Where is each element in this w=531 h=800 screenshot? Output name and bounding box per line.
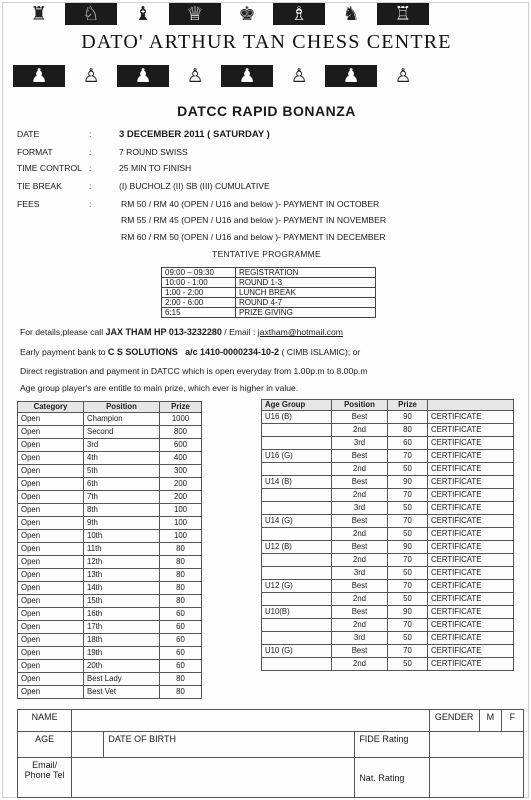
- age-position-cell: 2nd: [332, 424, 388, 437]
- programme-item: ROUND 4-7: [236, 298, 376, 308]
- col-age-group: Age Group: [262, 400, 332, 411]
- open-prize-row: [18, 426, 202, 439]
- position-cell: 9th: [84, 517, 160, 530]
- prize-cell: 200: [160, 478, 202, 491]
- age-group-note: Age group player's are entitle to main prize, which ever is higher in value.: [20, 383, 299, 393]
- tie-break-value: (I) BUCHOLZ (II) SB (III) CUMULATIVE: [119, 181, 270, 191]
- position-cell: 17th: [84, 621, 160, 634]
- programme-item: PRIZE GIVING: [236, 308, 376, 318]
- category-cell: Open: [18, 569, 84, 582]
- category-cell: Open: [18, 582, 84, 595]
- category-cell: Open: [18, 660, 84, 673]
- category-cell: Open: [18, 595, 84, 608]
- fee-november: RM 55 / RM 45 (OPEN / U16 and below )- PAYMENT IN NOVEMBER: [121, 215, 387, 225]
- open-prize-row: [18, 465, 202, 478]
- position-cell: 15th: [84, 595, 160, 608]
- chess-pieces-banner-top: [13, 3, 429, 25]
- age-field[interactable]: [72, 732, 104, 758]
- fide-rating-field[interactable]: [429, 732, 523, 758]
- category-cell: Open: [18, 608, 84, 621]
- pawn-icon: ♙: [82, 64, 100, 87]
- prize-cell: 60: [160, 660, 202, 673]
- programme-time: 09:00 – 09:30: [162, 268, 236, 278]
- category-cell: Open: [18, 517, 84, 530]
- open-prize-row: [18, 452, 202, 465]
- age-prize-cell: 70: [388, 619, 428, 632]
- col-award: [428, 400, 514, 411]
- bishop-icon: ♝: [134, 2, 152, 25]
- prize-cell: 80: [160, 686, 202, 699]
- age-prize-row: [262, 632, 514, 645]
- tie-break-colon: :: [89, 181, 92, 191]
- category-cell: Open: [18, 556, 84, 569]
- knight-icon: ♞: [342, 2, 360, 25]
- bank-ac-label: a/c: [185, 347, 198, 357]
- position-cell: Second: [84, 426, 160, 439]
- contact-name-phone: JAX THAM HP 013-3232280: [105, 327, 222, 337]
- age-prize-cell: 60: [388, 437, 428, 450]
- prize-cell: 80: [160, 556, 202, 569]
- fees-row: [17, 199, 119, 209]
- age-prize-header: [262, 400, 514, 411]
- programme-row: [162, 288, 376, 298]
- open-prize-row: [18, 673, 202, 686]
- age-group-cell: [262, 632, 332, 645]
- fide-label: FIDE Rating: [355, 732, 429, 758]
- age-prize-row: [262, 489, 514, 502]
- pawn-icon: ♙: [394, 64, 412, 87]
- age-position-cell: 3rd: [332, 437, 388, 450]
- age-prize-row: [262, 528, 514, 541]
- age-prize-row: [262, 554, 514, 567]
- nat-rating-field[interactable]: [429, 758, 523, 798]
- age-prize-row: [262, 411, 514, 424]
- age-position-cell: 3rd: [332, 632, 388, 645]
- age-position-cell: Best: [332, 476, 388, 489]
- age-position-cell: 2nd: [332, 528, 388, 541]
- age-position-cell: 2nd: [332, 463, 388, 476]
- award-cell: CERTIFICATE: [428, 658, 514, 671]
- age-prize-cell: 70: [388, 450, 428, 463]
- age-prize-row: [262, 619, 514, 632]
- fee-october: RM 50 / RM 40 (OPEN / U16 and below )- PAYMENT IN OCTOBER: [121, 199, 380, 209]
- open-prize-header: [18, 402, 202, 413]
- position-cell: Best Lady: [84, 673, 160, 686]
- age-position-cell: 2nd: [332, 489, 388, 502]
- age-prize-row: [262, 567, 514, 580]
- age-position-cell: Best: [332, 411, 388, 424]
- name-label: NAME: [18, 710, 72, 732]
- open-prize-row: [18, 686, 202, 699]
- email-phone-label: Email/ Phone Tel: [18, 758, 72, 798]
- age-prize-cell: 50: [388, 658, 428, 671]
- registration-form: [17, 709, 524, 798]
- programme-row: [162, 308, 376, 318]
- age-position-cell: 2nd: [332, 554, 388, 567]
- position-cell: 3rd: [84, 439, 160, 452]
- prize-cell: 60: [160, 621, 202, 634]
- age-position-cell: 2nd: [332, 658, 388, 671]
- award-cell: CERTIFICATE: [428, 450, 514, 463]
- age-prize-cell: 70: [388, 515, 428, 528]
- award-cell: CERTIFICATE: [428, 437, 514, 450]
- prize-cell: 80: [160, 569, 202, 582]
- award-cell: CERTIFICATE: [428, 619, 514, 632]
- age-prize-row: [262, 463, 514, 476]
- prize-cell: 60: [160, 647, 202, 660]
- pawn-icon: ♟: [117, 65, 169, 87]
- age-prize-row: [262, 515, 514, 528]
- category-cell: Open: [18, 491, 84, 504]
- open-prize-table: [17, 401, 202, 699]
- age-position-cell: 2nd: [332, 619, 388, 632]
- age-group-prize-table: [261, 399, 514, 671]
- category-cell: Open: [18, 647, 84, 660]
- bank-prefix: Early payment bank to: [20, 347, 108, 357]
- age-group-cell: U12 (G): [262, 580, 332, 593]
- age-group-cell: [262, 424, 332, 437]
- category-cell: Open: [18, 621, 84, 634]
- age-prize-row: [262, 450, 514, 463]
- award-cell: CERTIFICATE: [428, 645, 514, 658]
- category-cell: Open: [18, 426, 84, 439]
- position-cell: 14th: [84, 582, 160, 595]
- age-position-cell: 3rd: [332, 502, 388, 515]
- age-prize-cell: 70: [388, 489, 428, 502]
- age-group-cell: U14 (B): [262, 476, 332, 489]
- age-prize-row: [262, 424, 514, 437]
- age-group-cell: U10 (G): [262, 645, 332, 658]
- tie-break-row: [17, 181, 270, 191]
- position-cell: 6th: [84, 478, 160, 491]
- email-phone-field[interactable]: [72, 758, 355, 798]
- programme-time: 10:00 - 1:00: [162, 278, 236, 288]
- programme-item: ROUND 1-3: [236, 278, 376, 288]
- age-prize-cell: 80: [388, 424, 428, 437]
- age-group-cell: [262, 658, 332, 671]
- age-group-cell: [262, 528, 332, 541]
- category-cell: Open: [18, 634, 84, 647]
- position-cell: 10th: [84, 530, 160, 543]
- format-value: 7 ROUND SWISS: [119, 147, 188, 157]
- award-cell: CERTIFICATE: [428, 554, 514, 567]
- award-cell: CERTIFICATE: [428, 463, 514, 476]
- col-prize: Prize: [160, 402, 202, 413]
- award-cell: CERTIFICATE: [428, 593, 514, 606]
- knight-icon: ♘: [65, 3, 117, 25]
- age-prize-cell: 90: [388, 541, 428, 554]
- bank-account: 1410-0000234-10-2: [200, 347, 280, 357]
- age-group-cell: [262, 463, 332, 476]
- pawn-icon: ♟: [13, 65, 65, 87]
- age-prize-cell: 70: [388, 645, 428, 658]
- open-prize-row: [18, 413, 202, 426]
- age-position-cell: Best: [332, 580, 388, 593]
- age-prize-row: [262, 658, 514, 671]
- age-prize-cell: 50: [388, 632, 428, 645]
- age-position-cell: 2nd: [332, 593, 388, 606]
- award-cell: CERTIFICATE: [428, 632, 514, 645]
- open-prize-row: [18, 556, 202, 569]
- open-prize-row: [18, 608, 202, 621]
- date-value: 3 DECEMBER 2011 ( SATURDAY ): [119, 129, 270, 140]
- name-field[interactable]: [72, 710, 429, 732]
- prize-cell: 100: [160, 530, 202, 543]
- open-prize-row: [18, 504, 202, 517]
- award-cell: CERTIFICATE: [428, 411, 514, 424]
- programme-heading: TENTATIVE PROGRAMME: [212, 249, 321, 259]
- award-cell: CERTIFICATE: [428, 606, 514, 619]
- age-prize-row: [262, 541, 514, 554]
- dob-field[interactable]: [104, 732, 355, 758]
- position-cell: 19th: [84, 647, 160, 660]
- centre-name: DATO' ARTHUR TAN CHESS CENTRE: [81, 31, 452, 53]
- award-cell: CERTIFICATE: [428, 528, 514, 541]
- prize-cell: 100: [160, 517, 202, 530]
- age-prize-cell: 50: [388, 502, 428, 515]
- position-cell: 18th: [84, 634, 160, 647]
- open-prize-row: [18, 660, 202, 673]
- category-cell: Open: [18, 530, 84, 543]
- open-prize-row: [18, 595, 202, 608]
- age-position-cell: Best: [332, 606, 388, 619]
- age-group-cell: U10(B): [262, 606, 332, 619]
- age-prize-cell: 50: [388, 528, 428, 541]
- position-cell: 5th: [84, 465, 160, 478]
- chess-pawns-banner: [13, 65, 429, 87]
- age-position-cell: Best: [332, 515, 388, 528]
- date-colon: :: [89, 129, 92, 139]
- bishop-icon: ♗: [273, 3, 325, 25]
- category-cell: Open: [18, 673, 84, 686]
- age-prize-cell: 50: [388, 463, 428, 476]
- position-cell: 4th: [84, 452, 160, 465]
- age-label: AGE: [18, 732, 72, 758]
- position-cell: 8th: [84, 504, 160, 517]
- award-cell: CERTIFICATE: [428, 502, 514, 515]
- category-cell: Open: [18, 504, 84, 517]
- open-prize-row: [18, 569, 202, 582]
- age-prize-cell: 90: [388, 411, 428, 424]
- position-cell: Champion: [84, 413, 160, 426]
- prize-cell: 80: [160, 595, 202, 608]
- pawn-icon: ♟: [325, 65, 377, 87]
- open-prize-row: [18, 517, 202, 530]
- award-cell: CERTIFICATE: [428, 515, 514, 528]
- prize-cell: 1000: [160, 413, 202, 426]
- category-cell: Open: [18, 413, 84, 426]
- prize-cell: 600: [160, 439, 202, 452]
- age-prize-cell: 90: [388, 476, 428, 489]
- fees-label: FEES: [17, 199, 40, 209]
- prize-cell: 60: [160, 608, 202, 621]
- position-cell: 16th: [84, 608, 160, 621]
- pawn-icon: ♟: [221, 65, 273, 87]
- position-cell: 7th: [84, 491, 160, 504]
- award-cell: CERTIFICATE: [428, 580, 514, 593]
- tie-break-label: TIE BREAK: [17, 181, 62, 191]
- age-prize-row: [262, 437, 514, 450]
- direct-registration: Direct registration and payment in DATCC which is open everyday from 1.00p.m to 8.00p.m: [20, 366, 368, 376]
- prize-cell: 300: [160, 465, 202, 478]
- age-prize-cell: 50: [388, 593, 428, 606]
- fee-december: RM 60 / RM 50 (OPEN / U16 and below )- PAYMENT IN DECEMBER: [121, 232, 386, 242]
- age-group-cell: U16 (G): [262, 450, 332, 463]
- bank-suffix: ( CIMB ISLAMIC); or: [279, 347, 361, 357]
- programme-row: [162, 268, 376, 278]
- open-prize-row: [18, 543, 202, 556]
- dob-label: DATE OF BIRTH: [108, 734, 176, 744]
- gender-m-box[interactable]: M: [479, 710, 501, 732]
- programme-time: 6:15: [162, 308, 236, 318]
- award-cell: CERTIFICATE: [428, 476, 514, 489]
- age-prize-cell: 90: [388, 606, 428, 619]
- open-prize-row: [18, 647, 202, 660]
- format-label: FORMAT: [17, 147, 53, 157]
- age-group-cell: U12 (B): [262, 541, 332, 554]
- contact-prefix: For details,please call: [20, 327, 106, 337]
- open-prize-row: [18, 439, 202, 452]
- fees-colon: :: [89, 199, 92, 209]
- queen-icon: ♕: [169, 3, 221, 25]
- time-control-colon: :: [89, 163, 92, 173]
- rook-icon: ♜: [30, 2, 48, 25]
- col-position: Position: [84, 402, 160, 413]
- prize-cell: 800: [160, 426, 202, 439]
- position-cell: 12th: [84, 556, 160, 569]
- age-prize-cell: 70: [388, 580, 428, 593]
- age-prize-row: [262, 593, 514, 606]
- date-label: DATE: [17, 129, 40, 139]
- open-prize-row: [18, 634, 202, 647]
- age-prize-row: [262, 645, 514, 658]
- age-group-cell: U16 (B): [262, 411, 332, 424]
- programme-row: [162, 278, 376, 288]
- pawn-icon: ♙: [290, 64, 308, 87]
- bank-name: C S SOLUTIONS: [107, 347, 178, 357]
- open-prize-row: [18, 582, 202, 595]
- age-prize-cell: 50: [388, 567, 428, 580]
- programme-item: REGISTRATION: [236, 268, 376, 278]
- programme-item: LUNCH BREAK: [236, 288, 376, 298]
- nat-rating-label: Nat. Rating: [355, 758, 429, 798]
- age-group-cell: [262, 489, 332, 502]
- programme-table: [161, 267, 376, 318]
- col-category: Category: [18, 402, 84, 413]
- age-prize-row: [262, 476, 514, 489]
- time-control-row: [17, 163, 191, 173]
- age-group-cell: [262, 437, 332, 450]
- gender-label: GENDER: [429, 710, 479, 732]
- age-position-cell: 3rd: [332, 567, 388, 580]
- age-prize-row: [262, 502, 514, 515]
- format-colon: :: [89, 147, 92, 157]
- time-control-label: TIME CONTROL: [17, 163, 82, 173]
- age-prize-row: [262, 606, 514, 619]
- position-cell: 11th: [84, 543, 160, 556]
- position-cell: 13th: [84, 569, 160, 582]
- open-prize-row: [18, 491, 202, 504]
- award-cell: CERTIFICATE: [428, 424, 514, 437]
- pawn-icon: ♙: [186, 64, 204, 87]
- category-cell: Open: [18, 439, 84, 452]
- age-prize-row: [262, 580, 514, 593]
- age-position-cell: Best: [332, 450, 388, 463]
- age-position-cell: Best: [332, 645, 388, 658]
- age-group-cell: U14 (G): [262, 515, 332, 528]
- age-group-cell: [262, 619, 332, 632]
- category-cell: Open: [18, 543, 84, 556]
- contact-email-link[interactable]: jaxtham@hotmail.com: [257, 327, 343, 337]
- col-age-prize: Prize: [388, 400, 428, 411]
- prize-cell: 80: [160, 673, 202, 686]
- award-cell: CERTIFICATE: [428, 489, 514, 502]
- category-cell: Open: [18, 452, 84, 465]
- rook-icon: ♖: [377, 3, 429, 25]
- age-group-cell: [262, 554, 332, 567]
- prize-cell: 60: [160, 634, 202, 647]
- time-control-value: 25 MIN TO FINISH: [119, 163, 192, 173]
- age-group-cell: [262, 593, 332, 606]
- tournament-flyer: [2, 2, 529, 798]
- contact-details: [20, 327, 343, 337]
- open-prize-row: [18, 530, 202, 543]
- format-row: [17, 147, 188, 157]
- age-prize-cell: 70: [388, 554, 428, 567]
- gender-f-box[interactable]: F: [501, 710, 523, 732]
- prize-cell: 400: [160, 452, 202, 465]
- bank-details: [20, 347, 360, 357]
- award-cell: CERTIFICATE: [428, 567, 514, 580]
- category-cell: Open: [18, 686, 84, 699]
- date-row: [17, 129, 270, 140]
- programme-time: 2:00 - 6:00: [162, 298, 236, 308]
- contact-email-label: / Email :: [221, 327, 258, 337]
- programme-row: [162, 298, 376, 308]
- award-cell: CERTIFICATE: [428, 541, 514, 554]
- age-group-cell: [262, 567, 332, 580]
- prize-cell: 100: [160, 504, 202, 517]
- event-title: DATCC RAPID BONANZA: [177, 103, 356, 119]
- category-cell: Open: [18, 478, 84, 491]
- age-group-cell: [262, 502, 332, 515]
- programme-time: 1:00 - 2:00: [162, 288, 236, 298]
- position-cell: 20th: [84, 660, 160, 673]
- open-prize-row: [18, 621, 202, 634]
- prize-cell: 200: [160, 491, 202, 504]
- col-age-position: Position: [332, 400, 388, 411]
- king-icon: ♚: [238, 2, 256, 25]
- position-cell: Best Vet: [84, 686, 160, 699]
- category-cell: Open: [18, 465, 84, 478]
- age-position-cell: Best: [332, 541, 388, 554]
- prize-cell: 80: [160, 582, 202, 595]
- prize-cell: 80: [160, 543, 202, 556]
- open-prize-row: [18, 478, 202, 491]
